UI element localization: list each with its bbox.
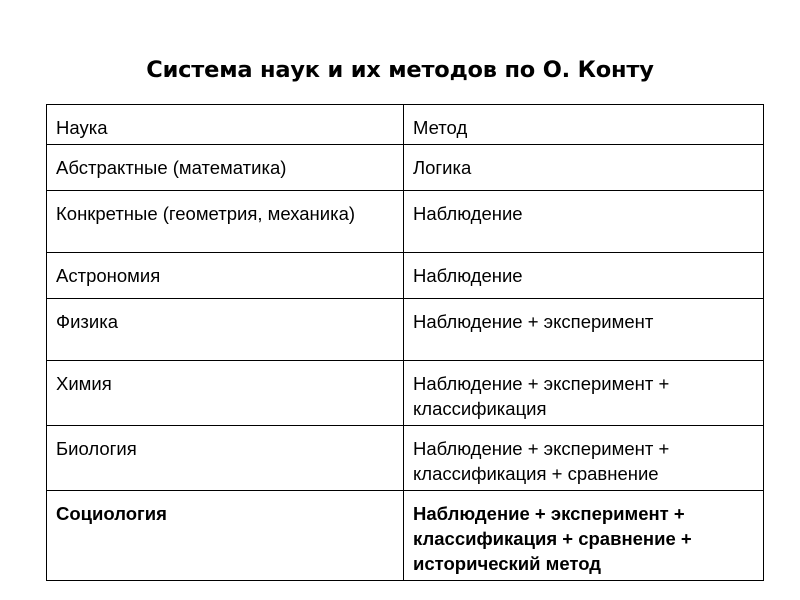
table-row <box>47 253 764 299</box>
table-row <box>47 299 764 361</box>
method-cell: Наблюдение <box>404 191 764 253</box>
header-cell-science: Наука <box>47 105 404 145</box>
header-cell-method: Метод <box>404 105 764 145</box>
table-header-row <box>47 105 764 145</box>
method-cell: Логика <box>404 145 764 191</box>
science-cell: Социология <box>47 491 404 581</box>
table-row <box>47 145 764 191</box>
method-cell: Наблюдение + эксперимент + классификация + сравнение <box>404 426 764 491</box>
sciences-methods-table <box>46 104 764 581</box>
science-cell: Химия <box>47 361 404 426</box>
table-row <box>47 426 764 491</box>
science-cell: Астрономия <box>47 253 404 299</box>
science-cell: Биология <box>47 426 404 491</box>
table-row-highlighted <box>47 491 764 581</box>
method-cell: Наблюдение <box>404 253 764 299</box>
table-row <box>47 361 764 426</box>
method-cell: Наблюдение + эксперимент <box>404 299 764 361</box>
science-cell: Абстрактные (математика) <box>47 145 404 191</box>
science-cell: Физика <box>47 299 404 361</box>
science-cell: Конкретные (геометрия, механика) <box>47 191 404 253</box>
page-title: Система наук и их методов по О. Конту <box>146 57 654 83</box>
method-cell: Наблюдение + эксперимент + классификация + сравнение + исторический метод <box>404 491 764 581</box>
table-row <box>47 191 764 253</box>
method-cell: Наблюдение + эксперимент + классификация <box>404 361 764 426</box>
